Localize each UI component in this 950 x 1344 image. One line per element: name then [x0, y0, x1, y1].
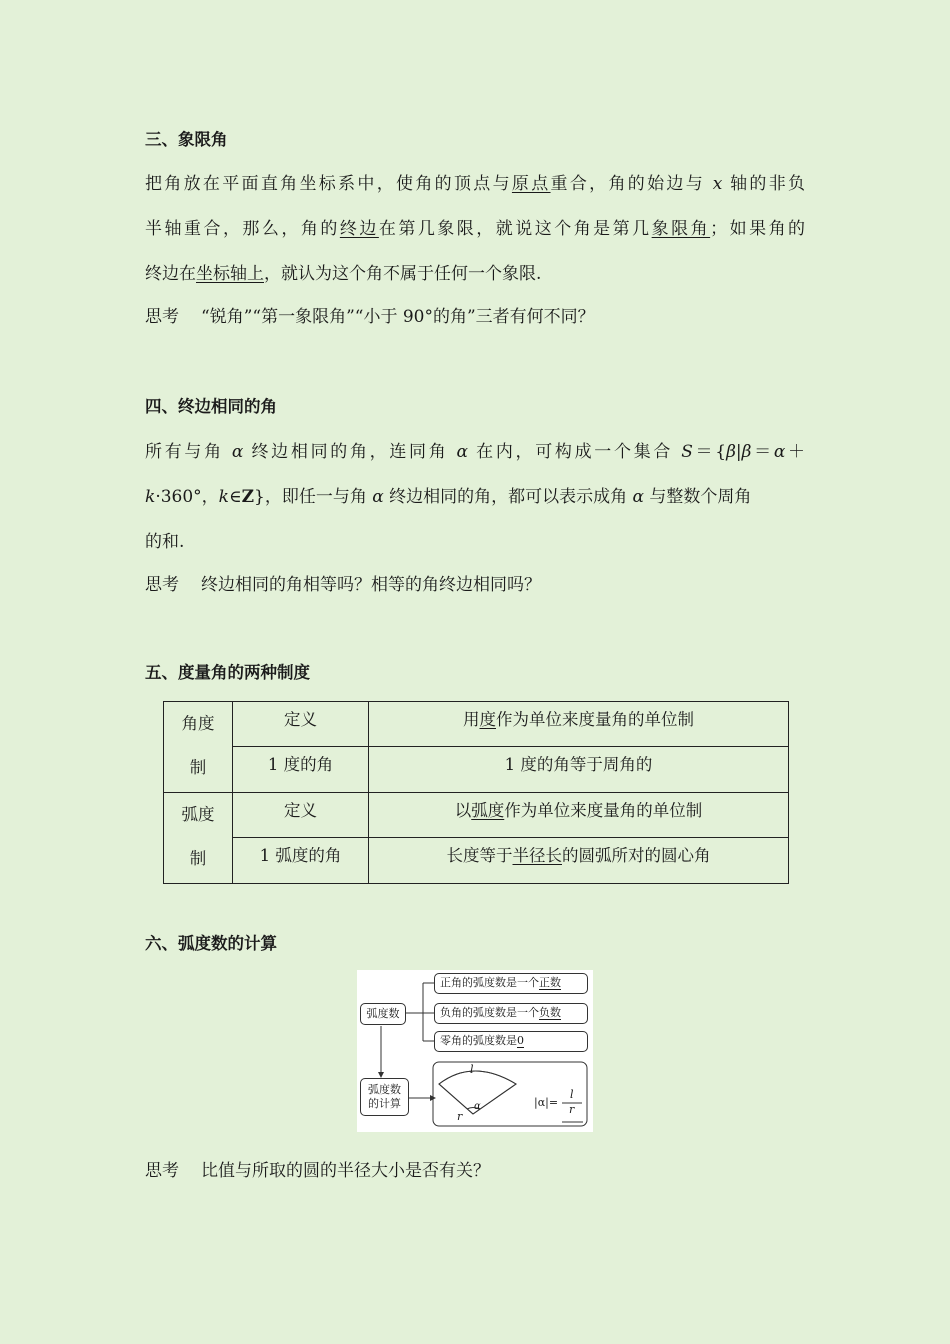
table-cell-system	[164, 793, 233, 884]
table-cell-term: 定义	[233, 793, 369, 838]
text: }，即任一与角	[254, 487, 367, 507]
math-alpha: α	[372, 487, 384, 507]
math-alpha: α	[456, 442, 469, 462]
underlined-term-degree: 度	[479, 710, 496, 729]
table-cell-term: 1 弧度的角	[233, 838, 369, 884]
label-angle: α	[474, 1101, 481, 1112]
think-question: “锐角”“第一象限角”“小于 90°的角”三者有何不同？	[201, 307, 595, 327]
math-beta: β	[741, 442, 752, 462]
think-label: 思考	[145, 575, 179, 595]
table-cell-description	[369, 838, 789, 884]
think-label: 思考	[145, 1161, 179, 1181]
math-alpha: α	[632, 487, 645, 507]
system-label-part: 弧度	[181, 805, 215, 824]
angle-units-table	[163, 701, 789, 884]
table-row	[164, 747, 789, 793]
section-4-paragraph-line-1	[145, 437, 805, 462]
math-symbol: ∈	[228, 487, 242, 507]
table-cell-system	[164, 702, 233, 793]
text: 在第几象限，就说这个角是第几	[378, 219, 652, 239]
math-k: k	[218, 487, 229, 507]
text: 终边相同的角，都可以表示成角	[389, 487, 628, 507]
table-cell-description	[369, 793, 789, 838]
table-cell-description	[369, 702, 789, 747]
section-3-think	[145, 302, 595, 327]
math-alpha: α	[773, 442, 786, 462]
section-3-title: 三、象限角	[145, 130, 228, 149]
math-S: S	[681, 442, 693, 462]
box-radian-calculation	[360, 1078, 409, 1116]
math-beta: β	[726, 442, 736, 462]
formula-numerator: l	[570, 1088, 574, 1101]
box-negative-angle	[434, 1003, 588, 1024]
think-question: 终边相同的角相等吗？相等的角终边相同吗？	[201, 575, 541, 595]
text: ·360°，	[155, 487, 219, 507]
section-3-paragraph-line-3	[145, 259, 541, 284]
system-label-part: 制	[189, 758, 207, 777]
text: 的计算	[368, 1097, 401, 1110]
underlined-term-axis: 坐标轴上	[196, 264, 264, 284]
think-label: 思考	[145, 307, 179, 327]
underlined-term-quadrant-angle: 象限角	[651, 219, 711, 239]
math-x: x	[712, 174, 723, 194]
math-Z: Z	[241, 487, 254, 507]
underlined-term-positive: 正数	[539, 976, 561, 990]
text: 作为单位来度量角的单位制	[496, 710, 694, 729]
text: 负角的弧度数是一个	[440, 1006, 539, 1020]
text: 以	[454, 801, 472, 820]
table-cell-term: 定义	[233, 702, 369, 747]
box-radian-number: 弧度数	[360, 1003, 406, 1025]
text: 终边在	[145, 264, 196, 284]
formula-abs-alpha: |α|=	[534, 1096, 559, 1109]
text: 的圆弧所对的圆心角	[562, 846, 711, 865]
underlined-term-radian: 弧度	[471, 801, 505, 820]
underlined-term-terminal-side: 终边	[339, 219, 379, 239]
system-label-part: 角度	[181, 714, 215, 733]
think-question: 比值与所取的圆的半径大小是否有关？	[201, 1161, 490, 1181]
math-alpha: α	[231, 442, 244, 462]
math-symbol: ＝{	[692, 442, 727, 462]
underlined-term-negative: 负数	[539, 1006, 561, 1020]
table-row	[164, 838, 789, 884]
text: 作为单位来度量角的单位制	[504, 801, 703, 820]
section-3-paragraph-line-1	[145, 169, 805, 194]
math-symbol: |	[735, 442, 742, 462]
table-cell-term: 1 度的角	[233, 747, 369, 793]
underlined-term-origin: 原点	[511, 174, 551, 194]
math-k: k	[145, 487, 156, 507]
text: 与整数个周角	[649, 487, 752, 507]
system-label-part: 制	[189, 849, 207, 868]
text: 零角的弧度数是	[440, 1034, 517, 1048]
text: 重合，角的始边与	[550, 174, 706, 194]
section-4-title: 四、终边相同的角	[145, 397, 277, 416]
radian-concept-diagram	[357, 970, 593, 1132]
section-6-think	[145, 1156, 490, 1181]
text: 用	[463, 710, 480, 729]
section-4-paragraph-line-3: 的和.	[145, 532, 185, 552]
table-row	[164, 702, 789, 747]
table-cell-description	[369, 747, 789, 793]
text: 正角的弧度数是一个	[440, 976, 539, 990]
text: 所有与角	[145, 442, 224, 462]
text: 长度等于	[446, 846, 513, 865]
section-4-think	[145, 570, 541, 595]
label-arc-length: l	[470, 1063, 474, 1076]
text: ；如果角的	[710, 219, 806, 239]
text: 在内，可构成一个集合	[476, 442, 674, 462]
text: ，就认为这个角不属于任何一个象限.	[264, 264, 542, 284]
box-positive-angle	[434, 973, 588, 994]
section-3-paragraph-line-2	[145, 214, 805, 239]
section-4-paragraph-line-2	[145, 482, 751, 507]
formula-denominator: r	[569, 1103, 575, 1116]
text: 把角放在平面直角坐标系中，使角的顶点与	[145, 174, 512, 194]
underlined-term-zero: 0	[517, 1034, 524, 1048]
underlined-term-radius: 半径长	[512, 846, 562, 865]
math-symbol: ＝	[751, 442, 774, 462]
table-row	[164, 793, 789, 838]
label-radius: r	[457, 1110, 463, 1123]
math-symbol: ＋	[785, 442, 806, 462]
box-zero-angle	[434, 1031, 588, 1052]
text: 半轴重合，那么，角的	[145, 219, 340, 239]
text: 轴的非负	[730, 174, 806, 194]
text: 弧度数	[368, 1082, 401, 1096]
text: 终边相同的角，连同角	[251, 442, 449, 462]
text: 1 度的角等于周角的	[504, 755, 653, 774]
section-6-title: 六、弧度数的计算	[145, 934, 277, 953]
section-5-title: 五、度量角的两种制度	[145, 663, 310, 682]
